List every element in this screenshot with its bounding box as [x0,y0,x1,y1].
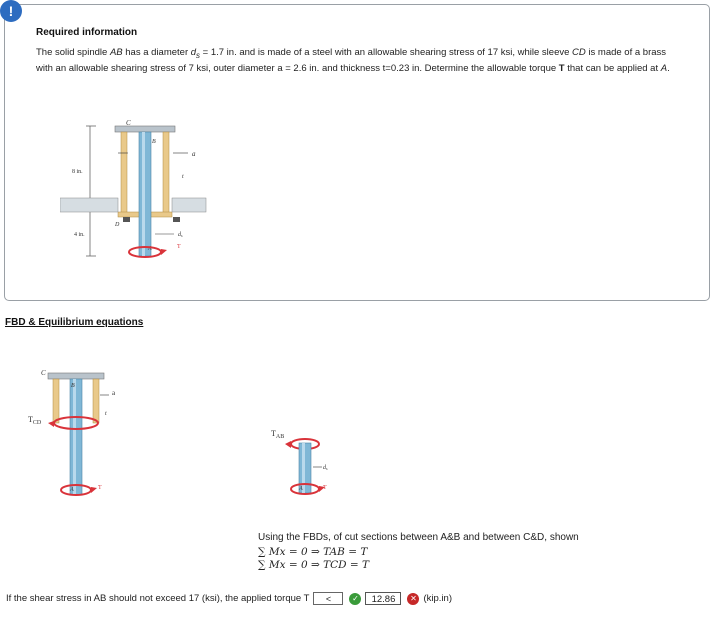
fbd-right-label-ds: ds [323,465,328,471]
problem-statement: The solid spindle AB has a diameter $d_s = 1.7$ in. and is made of a steel with an allowable shearing stress of 17 ksi, while sleeve CD is made of a brass with an allowable shearing stress of 7 ksi, outer diameter a = 2.6 in. and thickness t=0.23 in. Determine the allowable torque T that can be applied at A. [36,47,670,74]
label-A: A [148,246,152,252]
dim-4in-label: 4 in. [74,232,85,238]
x-circle-icon: ✕ [407,593,419,605]
fbd-right-figure [265,425,355,500]
fbd-left-label-t: t [105,411,107,417]
label-T: T [177,244,181,250]
label-t: t [182,174,184,180]
label-B: B [152,139,156,145]
equations-intro: Using the FBDs, of cut sections between A&B and between C&D, shown [258,532,579,543]
fbd-right-label-TAB: $T_{AB}$ [271,429,285,440]
equation-ab: ∑ Mx = 0 ⇒ TAB = T [258,546,368,558]
spindle-sleeve-figure [60,118,220,288]
fbd-right-label-A: A [299,486,303,492]
answer-unit: (kip.in) [423,593,452,604]
fbd-right-label-T: T [323,485,327,491]
relation-select[interactable]: < [313,592,343,605]
fbd-section-title: FBD & Equilibrium equations [5,317,144,328]
fbd-left-label-TCD: $T_{CD}$ [28,415,42,426]
fbd-left-label-B: B [71,383,75,389]
fbd-left-label-C: C [41,369,46,377]
fbd-left-label-T: T [98,485,102,491]
equation-cd: ∑ Mx = 0 ⇒ TCD = T [258,559,370,571]
dim-8in-label: 8 in. [72,169,83,175]
required-information-title: Required information [36,27,138,38]
check-circle-icon: ✓ [349,593,361,605]
fbd-left-label-a: a [112,389,116,397]
label-ds: ds [178,232,183,238]
fbd-left-label-A: A [70,487,74,493]
fbd-left-figure [26,365,146,500]
answer-row [6,592,452,605]
label-C: C [126,119,131,127]
answer-prompt: If the shear stress in AB should not exceed 17 (ksi), the applied torque T [6,593,310,604]
label-D: D [115,222,120,228]
torque-answer-input[interactable]: 12.86 [365,592,401,605]
label-a: a [192,150,196,158]
alert-icon: ! [0,0,22,22]
